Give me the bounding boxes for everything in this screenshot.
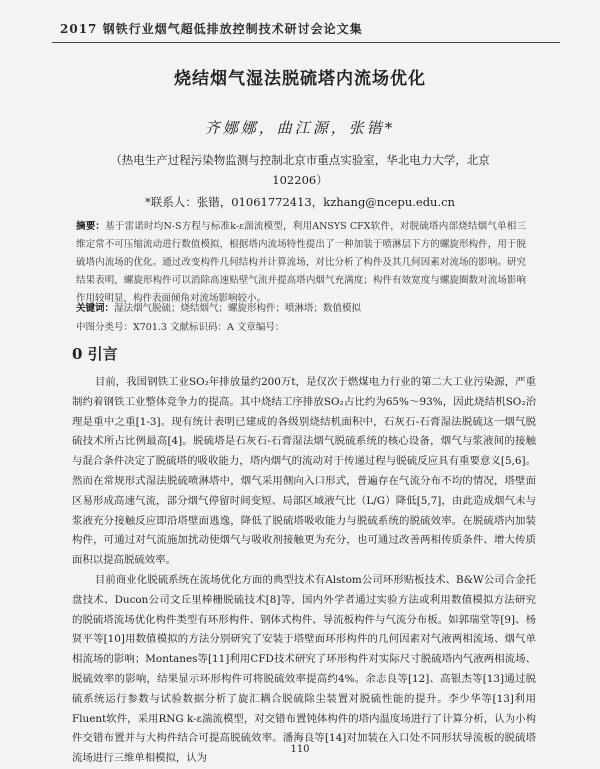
paper-title: 烧结烟气湿法脱硫塔内流场优化 — [174, 69, 426, 89]
body-paragraph: 目前，我国钢铁工业SO₂年排放量约200万t，是仅次于燃煤电力行业的第二大工业污染源，严重制约着钢铁工业整体竞争力的提高。其中烧结工序排放SO₂占比约为65%～93%，因此烧结机SO₂治理是重中之重[1-3]。现有统计表明已建成的各级别烧结机面积中，石灰石-石膏湿法脱硫这一烟气脱硫技术所占比例最高[4]。脱硫塔是石灰石-石膏湿法烟气脱硫系统的核心设备，烟气与浆液间的接触与混合条件决定了脱硫塔的吸收能力，塔内烟气的流动对于传递过程与脱硫反应具有重要意义[5,6]。然而在常规形式湿法脱硫喷淋塔中，烟气采用侧向入口形式，普遍存在气流分布不均的情况，塔壁面区易形成高速气流，部分烟气停留时间变短、局部区域液气比（L/G）降低[5,7]，由此造成烟气未与浆液充分接触反应即沿塔壁面逃逸，降低了脱硫塔吸收能力与脱硫系统的脱硫效率。在脱硫塔内加装构件，可通过对气流施加扰动使烟气与吸收剂接触更为充分，也可通过改善两相传质条件、增大传质面积以提高脱硫效率。 — [72, 376, 536, 567]
page-number: 110 — [290, 744, 310, 755]
abstract-text: 基于雷诺时均N-S方程与标准k-ε湍流模型，利用ANSYS CFX软件，对脱硫塔内部烧结烟气单相三维定常不可压缩流动进行数值模拟，根据塔内流场特性提出了一种加装于喷淋层下方的螺旋形构件，用于脱硫塔内流场的优化。通过改变构件几何结构并计算流场，对比分析了构件及其几何因素对流场的影响。研究结果表明，螺旋形构件可以消除高速贴壁气流并提高塔内烟气充满度；构件有效宽度与螺旋圈数对流场影响作用较明显，构件表面倾角对流场影响较小。 — [76, 221, 526, 304]
keywords — [76, 301, 526, 317]
classification-line: 中图分类号：X701.3 文献标识码：A 文章编号： — [76, 322, 285, 333]
section-body — [72, 373, 536, 769]
header-rule — [52, 42, 560, 43]
corresponding-contact: *联系人：张锴，01061772413，kzhang@ncepu.edu.cn — [145, 195, 455, 209]
body-paragraph: 目前商业化脱硫系统在流场优化方面的典型技术有Alstom公司环形贴板技术、B&W公司合金托盘技术、Ducon公司文丘里棒栅脱硫技术[8]等，国内外学者通过实验方法或利用数值模拟方法研究的脱硫塔流场优化构件类型有环形构件、钢体式构件、导流板构件与气流分布板。如郭瑞堂等[9]、杨贤平等[10]用数值模拟的方法分别研究了安装于塔壁面环形构件的几何因素对气液两相流场、烟气单相流场的影响；Montanes等[11]利用CFD技术研究了环形构件对实际尺寸脱硫塔内气液两相流场、脱硫效率的影响，结果显示环形构件可将脱硫效率提高约4%。余志良等[12]、高银杰等[13]通过脱硫系统运行参数与试验数据分析了旋汇耦合脱硫除尘装置对脱硫性能的提升。李少华等[13]利用Fluent软件，采用RNG k-ε湍流模型，对交错布置钝体构件的塔内温度场进行了计算分析，认为小构件交错布置并与大构件结合可提高脱硫效率。潘海良等[14]对加装在入口处不同形状导流板的脱硫塔流场进行三维单相模拟，认为 — [72, 573, 536, 765]
keywords-label: 关键词： — [76, 303, 115, 314]
author-list: 齐娜娜，曲江源，张锴* — [204, 119, 396, 137]
abstract-label: 摘要： — [76, 221, 106, 232]
abstract — [76, 218, 526, 308]
running-head: 2017 钢铁行业烟气超低排放控制技术研讨会论文集 — [60, 22, 363, 36]
keywords-text: 湿法烟气脱硫；烧结烟气；螺旋形构件；喷淋塔；数值模拟 — [114, 303, 362, 314]
affiliation: （热电生产过程污染物监测与控制北京市重点实验室，华北电力大学，北京 102206） — [110, 153, 490, 187]
section-heading: 0 引言 — [72, 345, 118, 363]
